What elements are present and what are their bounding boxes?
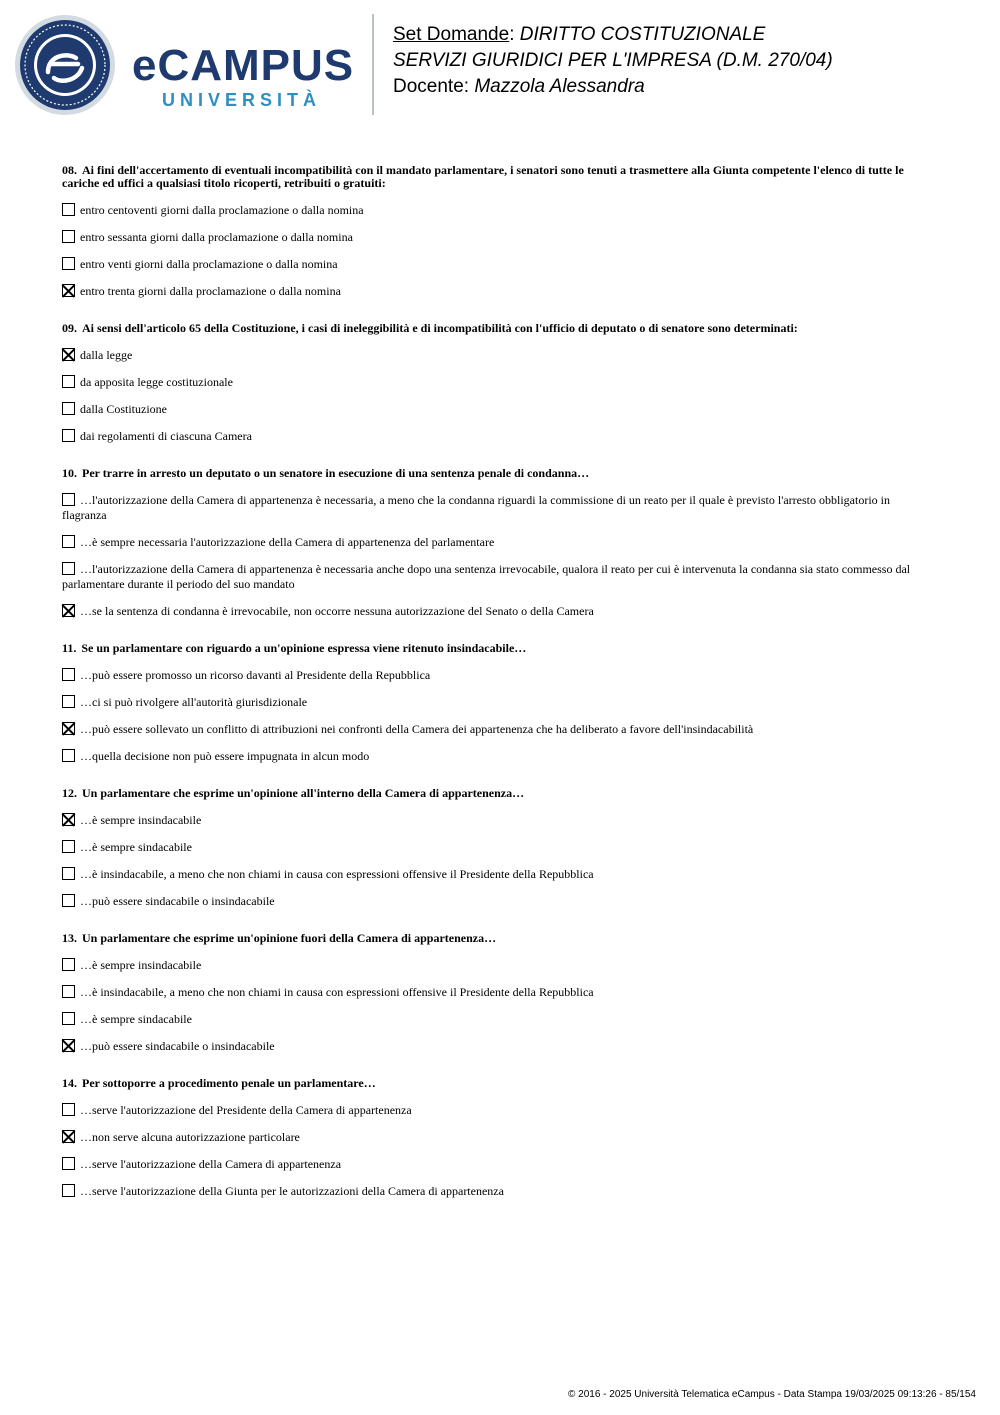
question-title	[62, 1077, 924, 1090]
answer-checkbox[interactable]	[62, 493, 75, 506]
answer-checkbox[interactable]	[62, 1012, 75, 1025]
question-10	[62, 467, 924, 619]
answer-text: dalla Costituzione	[80, 402, 167, 416]
answer-text: …può essere sollevato un conflitto di attribuzioni nei confronti della Camera dei appartenenza che ha deliberato a favore dell'insindacabilità	[80, 722, 754, 736]
answer-text: …è sempre sindacabile	[80, 1012, 192, 1026]
answer-checkbox[interactable]	[62, 203, 75, 216]
answer-text: entro centoventi giorni dalla proclamazione o dalla nomina	[80, 203, 364, 217]
answer-checkbox-checked[interactable]	[62, 1130, 75, 1143]
answer-option[interactable]	[62, 604, 924, 619]
answer-text: entro venti giorni dalla proclamazione o dalla nomina	[80, 257, 338, 271]
answer-option[interactable]	[62, 722, 924, 737]
ecampus-seal-logo	[14, 14, 116, 116]
answer-option[interactable]	[62, 1103, 924, 1118]
question-text: Ai fini dell'accertamento di eventuali incompatibilità con il mandato parlamentare, i senatori sono tenuti a trasmettere alla Giunta competente l'elenco di tutte le cariche ed uffici a qualsiasi titolo ricoperti, retribuiti o gratuiti:	[62, 163, 904, 190]
question-text: Un parlamentare che esprime un'opinione all'interno della Camera di appartenenza…	[82, 786, 525, 800]
answer-text: …l'autorizzazione della Camera di appartenenza è necessaria, a meno che la condanna riguardi la commissione di un reato per il quale è previsto l'arresto obbligatorio in flagranza	[62, 493, 890, 522]
answer-text: da apposita legge costituzionale	[80, 375, 233, 389]
set-label: Set Domande	[393, 24, 510, 45]
question-11	[62, 642, 924, 764]
answer-checkbox[interactable]	[62, 257, 75, 270]
answer-text: …serve l'autorizzazione della Giunta per le autorizzazioni della Camera di appartenenza	[80, 1184, 504, 1198]
answer-text: …non serve alcuna autorizzazione particolare	[80, 1130, 300, 1144]
answer-checkbox-checked[interactable]	[62, 813, 75, 826]
answer-checkbox[interactable]	[62, 668, 75, 681]
answer-option[interactable]	[62, 230, 924, 245]
answer-text: …può essere sindacabile o insindacabile	[80, 894, 275, 908]
answer-text: …serve l'autorizzazione della Camera di appartenenza	[80, 1157, 342, 1171]
answer-text: …è insindacabile, a meno che non chiami in causa con espressioni offensive il Presidente della Repubblica	[80, 985, 594, 999]
ecampus-wordmark: eCAMPUS	[132, 41, 355, 90]
answer-option[interactable]	[62, 1039, 924, 1054]
answer-option[interactable]	[62, 348, 924, 363]
answer-option[interactable]	[62, 375, 924, 390]
answer-text: …può essere promosso un ricorso davanti al Presidente della Repubblica	[80, 668, 431, 682]
answer-option[interactable]	[62, 1184, 924, 1199]
answer-text: entro trenta giorni dalla proclamazione o dalla nomina	[80, 284, 341, 298]
question-title	[62, 322, 924, 335]
answer-checkbox[interactable]	[62, 1157, 75, 1170]
answer-option[interactable]	[62, 1157, 924, 1172]
answer-text: dai regolamenti di ciascuna Camera	[80, 429, 252, 443]
answer-checkbox[interactable]	[62, 562, 75, 575]
page-footer: © 2016 - 2025 Università Telematica eCampus - Data Stampa 19/03/2025 09:13:26 - 85/154	[568, 1389, 976, 1400]
answer-checkbox[interactable]	[62, 867, 75, 880]
question-number: 09.	[62, 321, 77, 335]
answer-checkbox[interactable]	[62, 230, 75, 243]
question-number: 12.	[62, 786, 77, 800]
answer-text: …quella decisione non può essere impugnata in alcun modo	[80, 749, 370, 763]
answer-checkbox[interactable]	[62, 535, 75, 548]
answer-checkbox[interactable]	[62, 402, 75, 415]
teacher-label: Docente:	[393, 76, 470, 97]
teacher-name: Mazzola Alessandra	[474, 76, 645, 97]
answer-option[interactable]	[62, 985, 924, 1000]
answer-checkbox-checked[interactable]	[62, 604, 75, 617]
answer-checkbox-checked[interactable]	[62, 1039, 75, 1052]
course-line: Set Domande: DIRITTO COSTITUZIONALE	[393, 24, 766, 45]
answer-text: …l'autorizzazione della Camera di appartenenza è necessaria anche dopo una sentenza irrevocabile, qualora il reato per cui è intervenuta la condanna sia stato commesso dal parlamentare durante il periodo del suo mandato	[62, 562, 911, 591]
course-title: DIRITTO COSTITUZIONALE	[519, 24, 766, 45]
answer-option[interactable]	[62, 562, 924, 592]
question-09	[62, 322, 924, 444]
answer-option[interactable]	[62, 203, 924, 218]
question-14	[62, 1077, 924, 1199]
answer-text: …è sempre necessaria l'autorizzazione della Camera di appartenenza del parlamentare	[80, 535, 495, 549]
answer-text: …ci si può rivolgere all'autorità giurisdizionale	[80, 695, 308, 709]
question-list	[62, 164, 924, 1222]
question-text: Un parlamentare che esprime un'opinione fuori della Camera di appartenenza…	[82, 931, 497, 945]
answer-checkbox-checked[interactable]	[62, 348, 75, 361]
answer-option[interactable]	[62, 695, 924, 710]
answer-checkbox[interactable]	[62, 695, 75, 708]
answer-option[interactable]	[62, 257, 924, 272]
answer-checkbox[interactable]	[62, 840, 75, 853]
question-number: 08.	[62, 163, 77, 177]
question-number: 13.	[62, 931, 77, 945]
answer-text: …è sempre insindacabile	[80, 813, 202, 827]
question-title	[62, 164, 924, 190]
answer-option[interactable]	[62, 493, 924, 523]
question-number: 10.	[62, 466, 77, 480]
answer-text: …serve l'autorizzazione del Presidente della Camera di appartenenza	[80, 1103, 412, 1117]
teacher-line	[393, 74, 833, 100]
answer-option[interactable]	[62, 668, 924, 683]
header-info	[393, 22, 833, 100]
answer-option[interactable]	[62, 749, 924, 764]
answer-checkbox[interactable]	[62, 749, 75, 762]
answer-checkbox[interactable]	[62, 894, 75, 907]
answer-option[interactable]	[62, 402, 924, 417]
program-line: SERVIZI GIURIDICI PER L'IMPRESA (D.M. 270/04)	[393, 50, 833, 71]
answer-checkbox[interactable]	[62, 1184, 75, 1197]
answer-checkbox[interactable]	[62, 429, 75, 442]
answer-checkbox-checked[interactable]	[62, 284, 75, 297]
question-number: 14.	[62, 1076, 77, 1090]
header-divider	[372, 14, 374, 115]
question-text: Se un parlamentare con riguardo a un'opinione espressa viene ritenuto insindacabile…	[81, 641, 527, 655]
question-12	[62, 787, 924, 909]
answer-text: …è sempre insindacabile	[80, 958, 202, 972]
answer-checkbox[interactable]	[62, 375, 75, 388]
answer-option[interactable]	[62, 535, 924, 550]
question-number: 11.	[62, 641, 77, 655]
answer-checkbox[interactable]	[62, 985, 75, 998]
answer-option[interactable]	[62, 894, 924, 909]
answer-option[interactable]	[62, 867, 924, 882]
question-08	[62, 164, 924, 299]
question-13	[62, 932, 924, 1054]
question-title	[62, 932, 924, 945]
answer-checkbox[interactable]	[62, 958, 75, 971]
answer-option[interactable]	[62, 1012, 924, 1027]
answer-option[interactable]	[62, 1130, 924, 1145]
answer-text: …se la sentenza di condanna è irrevocabile, non occorre nessuna autorizzazione del Senato o della Camera	[80, 604, 594, 618]
answer-option[interactable]	[62, 958, 924, 973]
question-text: Per sottoporre a procedimento penale un parlamentare…	[82, 1076, 376, 1090]
answer-text: …può essere sindacabile o insindacabile	[80, 1039, 275, 1053]
answer-option[interactable]	[62, 813, 924, 828]
question-title	[62, 642, 924, 655]
answer-text: entro sessanta giorni dalla proclamazione o dalla nomina	[80, 230, 353, 244]
universita-wordmark: UNIVERSITÀ	[162, 90, 322, 110]
answer-text: dalla legge	[80, 348, 133, 362]
answer-text: …è sempre sindacabile	[80, 840, 192, 854]
question-title	[62, 787, 924, 800]
answer-text: …è insindacabile, a meno che non chiami in causa con espressioni offensive il Presidente della Repubblica	[80, 867, 594, 881]
question-title	[62, 467, 924, 480]
answer-option[interactable]	[62, 429, 924, 444]
answer-checkbox[interactable]	[62, 1103, 75, 1116]
question-text: Per trarre in arresto un deputato o un senatore in esecuzione di una sentenza penale di condanna…	[82, 466, 590, 480]
question-text: Ai sensi dell'articolo 65 della Costituzione, i casi di ineleggibilità e di incompatibilità con l'ufficio di deputato o di senatore sono determinati:	[82, 321, 798, 335]
answer-option[interactable]	[62, 840, 924, 855]
page-header	[0, 0, 1000, 130]
answer-option[interactable]	[62, 284, 924, 299]
answer-checkbox-checked[interactable]	[62, 722, 75, 735]
